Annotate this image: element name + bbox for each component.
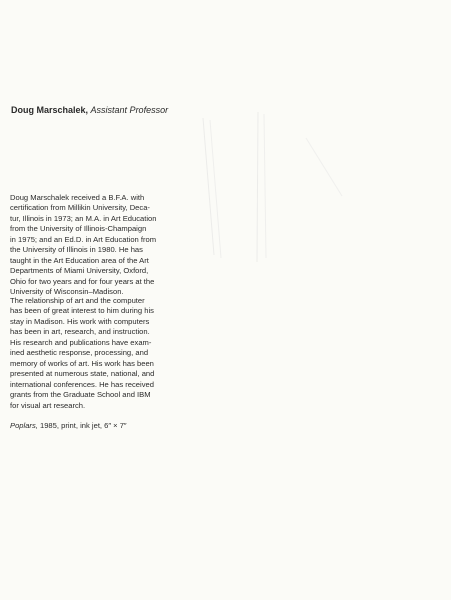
- text-line: international conferences. He has received: [10, 379, 154, 389]
- text-line: Departments of Miami University, Oxford,: [10, 266, 149, 276]
- text-line: in 1975; and an Ed.D. in Art Education from: [10, 234, 157, 244]
- text-line: for visual art research.: [10, 400, 86, 410]
- text-line: has been in art, research, and instruction.: [10, 327, 150, 337]
- artwork-title: Poplars,: [10, 421, 38, 430]
- artwork-caption: [10, 421, 127, 431]
- text-line: memory of works of art. His work has been: [10, 358, 154, 368]
- text-line: Ohio for two years and for four years at the: [10, 276, 155, 286]
- text-line: has been of great interest to him during his: [10, 306, 154, 316]
- text-line: Doug Marschalek received a B.F.A. with: [10, 193, 145, 202]
- faculty-title: Assistant Professor: [90, 105, 169, 115]
- bio-paragraph-research: [10, 296, 165, 411]
- text-line: tur, Illinois in 1973; an M.A. in Art Education: [10, 213, 157, 223]
- text-line: stay in Madison. His work with computers: [10, 316, 150, 326]
- text-line: His research and publications have exam-: [10, 337, 152, 347]
- text-line: grants from the Graduate School and IBM: [10, 390, 151, 400]
- text-line: ined aesthetic response, processing, and: [10, 348, 149, 358]
- faculty-name: Doug Marschalek,: [11, 105, 89, 115]
- artwork-details: 1985, print, ink jet, 6″ × 7″: [39, 421, 127, 430]
- text-line: certification from Millikin University, Deca-: [10, 203, 150, 213]
- text-line: the University of Illinois in 1980. He has: [10, 245, 143, 255]
- text-line: taught in the Art Education area of the Art: [10, 255, 149, 265]
- text-line: presented at numerous state, national, and: [10, 369, 155, 379]
- text-line: from the University of Illinois-Champaign: [10, 224, 147, 234]
- text-line: The relationship of art and the computer: [10, 296, 145, 305]
- text-line: University of Wisconsin–Madison.: [10, 287, 124, 297]
- faculty-heading: [11, 104, 168, 116]
- bio-paragraph-education: [10, 193, 165, 298]
